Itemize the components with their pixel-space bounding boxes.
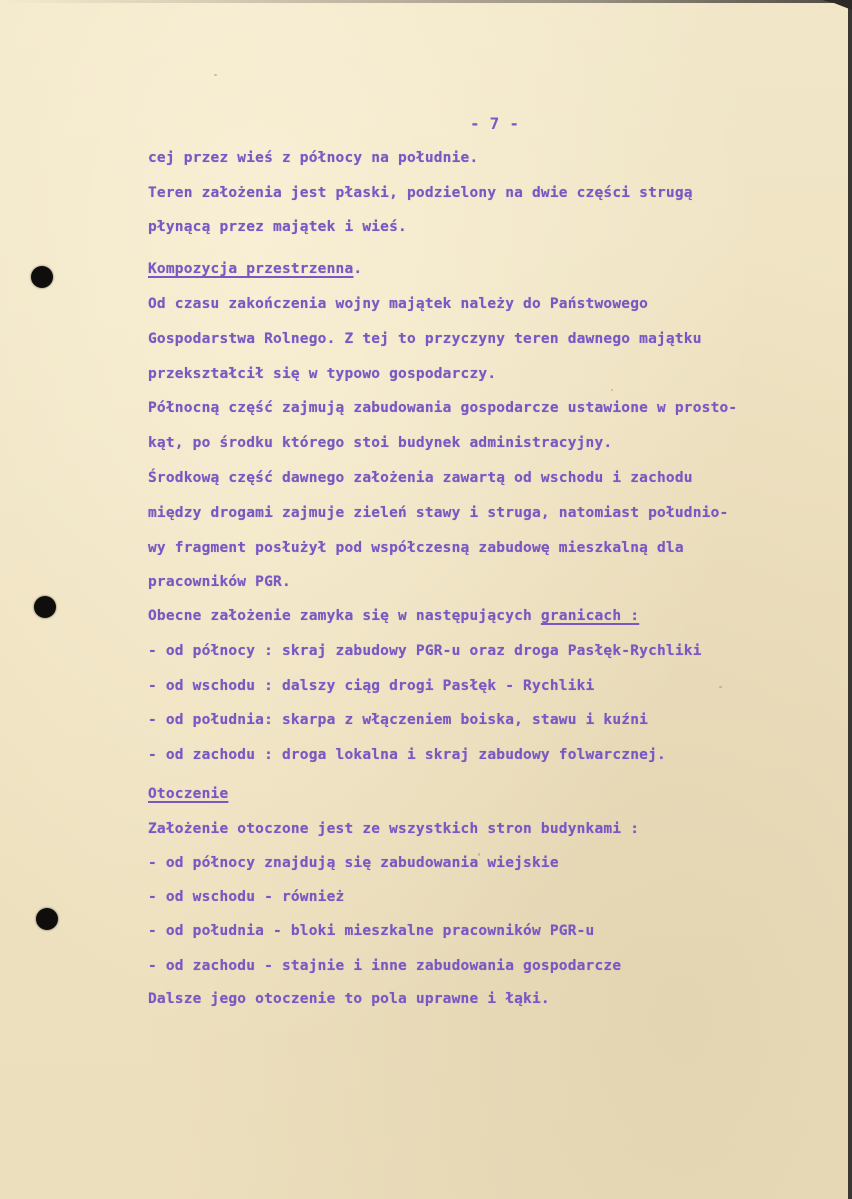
text-line-9: kąt, po środku którego stoi budynek administracyjny. <box>148 435 613 451</box>
text-line-5: Od czasu zakończenia wojny majątek należy do Państwowego <box>148 296 649 312</box>
surrounding-west: - od zachodu - stajnie i inne zabudowania gospodarcze <box>148 958 622 974</box>
surrounding-south: - od południa - bloki mieszkalne pracowników PGR-u <box>148 923 595 939</box>
text-line-11: między drogami zajmuje zieleń stawy i struga, natomiast południo- <box>148 505 729 521</box>
section-heading-composition <box>148 259 362 279</box>
boundary-east: - od wschodu : dalszy ciąg drogi Pasłęk - Rychliki <box>148 678 595 694</box>
text-line-8: Północną część zajmują zabudowania gospodarcze ustawione w prosto- <box>148 400 738 416</box>
surrounding-north: - od północy znajdują się zabudowania wiejskie <box>148 855 559 871</box>
text-line-3: płynącą przez majątek i wieś. <box>148 219 407 235</box>
section-heading-surroundings <box>148 784 228 804</box>
text-line-7: przekształcił się w typowo gospodarczy. <box>148 366 497 382</box>
text-line-12: wy fragment posłużył pod współczesną zabudowę mieszkalną dla <box>148 540 684 556</box>
section-heading-composition-text: Kompozycja przestrzenna <box>148 261 354 277</box>
text-line-2: Teren założenia jest płaski, podzielony na dwie części strugą <box>148 185 693 201</box>
boundary-south: - od południa: skarpa z włączeniem boiska, stawu i kuźni <box>148 712 649 728</box>
surrounding-east: - od wschodu - również <box>148 889 345 905</box>
text-line-25: Dalsze jego otoczenie to pola uprawne i łąki. <box>148 991 550 1007</box>
text-line-13: pracowników PGR. <box>148 574 291 590</box>
text-line-6: Gospodarstwa Rolnego. Z tej to przyczyny teren dawnego majątku <box>148 331 702 347</box>
page-number: - 7 - <box>470 114 520 133</box>
boundaries-word: granicach : <box>540 608 640 624</box>
text-line-20: Założenie otoczone jest ze wszystkich stron budynkami : <box>148 821 640 837</box>
text-line-14 <box>148 606 639 626</box>
text-line-10: Środkową część dawnego założenia zawartą od wschodu i zachodu <box>148 470 693 486</box>
boundary-west: - od zachodu : droga lokalna i skraj zabudowy folwarcznej. <box>148 747 666 763</box>
boundary-north: - od północy : skraj zabudowy PGR-u oraz droga Pasłęk-Rychliki <box>148 643 702 659</box>
boundaries-intro: Obecne założenie zamyka się w następujących <box>148 608 541 624</box>
section-heading-surroundings-text: Otoczenie <box>148 786 229 802</box>
section-heading-punct: . <box>353 261 363 277</box>
text-line-1: cej przez wieś z północy na południe. <box>148 150 479 166</box>
